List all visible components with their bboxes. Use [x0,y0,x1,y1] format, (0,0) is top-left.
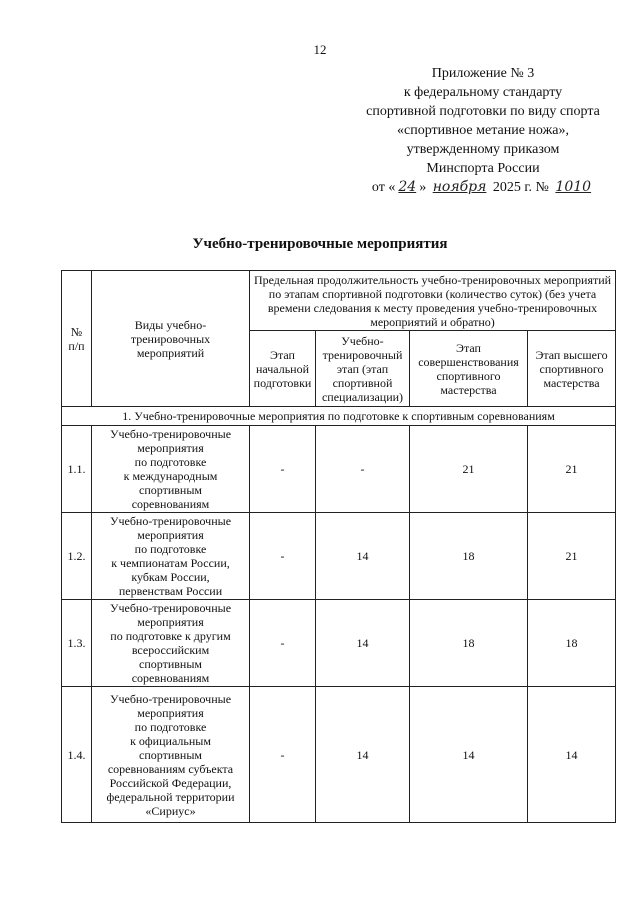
events-table [61,270,616,823]
header-duration-group: Предельная продолжительность учебно-тренировочных мероприятий по этапам спортивной подготовки (количество суток) (без учета времени следования к месту проведения учебно-тренировочных мероприятий и обратно) [250,271,616,331]
order-date-line [340,178,626,197]
header-stage-training: Учебно- тренировочный этап (этап спортивной специализации) [316,331,410,407]
handwritten-month: ноября [432,179,487,195]
cell-stage-highest: 21 [528,513,616,600]
cell-stage-initial: - [250,513,316,600]
cell-stage-highest: 14 [528,687,616,823]
row-num: 1.3. [62,600,92,687]
section-heading: 1. Учебно-тренировочные мероприятия по подготовке к спортивным соревнованиям [62,407,616,426]
page-number: 12 [313,42,327,57]
cell-stage-training: - [316,426,410,513]
header-num: № п/п [62,271,92,407]
cell-stage-highest: 18 [528,600,616,687]
cell-stage-training: 14 [316,513,410,600]
handwritten-day: 24 [398,179,417,195]
table-row [62,600,616,687]
handwritten-number: 1010 [555,179,592,195]
date-prefix: от « [371,180,396,195]
header-stage-improvement: Этап совершенствования спортивного мастерства [410,331,528,407]
appendix-line: Минспорта России [426,161,540,176]
cell-stage-initial: - [250,426,316,513]
header-stage-highest: Этап высшего спортивного мастерства [528,331,616,407]
appendix-line: к федеральному стандарту [403,85,563,100]
cell-stage-initial: - [250,600,316,687]
table-row [62,426,616,513]
appendix-line: «спортивное метание ножа», [397,123,569,138]
table-row [62,687,616,823]
appendix-line: спортивной подготовки по виду спорта [366,104,600,119]
table-row [62,513,616,600]
appendix-line: Приложение № 3 [431,66,535,81]
cell-stage-improvement: 18 [410,513,528,600]
header-stage-initial: Этап начальной подготовки [250,331,316,407]
document-title: Учебно-тренировочные мероприятия [192,236,448,252]
row-num: 1.1. [62,426,92,513]
cell-stage-improvement: 21 [410,426,528,513]
appendix-block [340,64,626,197]
cell-stage-improvement: 18 [410,600,528,687]
cell-stage-training: 14 [316,600,410,687]
row-kind: Учебно-тренировочные мероприятия по подготовке к другим всероссийским спортивным соревнованиям [92,600,250,687]
appendix-line: утвержденному приказом [406,142,560,157]
row-kind: Учебно-тренировочные мероприятия по подготовке к официальным спортивным соревнованиям субъекта Российской Федерации, федеральной территории «Сириус» [92,687,250,823]
row-kind: Учебно-тренировочные мероприятия по подготовке к чемпионатам России, кубкам России, первенствам России [92,513,250,600]
date-mid: » [419,180,427,195]
cell-stage-initial: - [250,687,316,823]
header-kind: Виды учебно- тренировочных мероприятий [92,271,250,407]
row-kind: Учебно-тренировочные мероприятия по подготовке к международным спортивным соревнованиям [92,426,250,513]
cell-stage-highest: 21 [528,426,616,513]
row-num: 1.4. [62,687,92,823]
date-year: 2025 г. № [492,180,549,195]
row-num: 1.2. [62,513,92,600]
cell-stage-training: 14 [316,687,410,823]
cell-stage-improvement: 14 [410,687,528,823]
